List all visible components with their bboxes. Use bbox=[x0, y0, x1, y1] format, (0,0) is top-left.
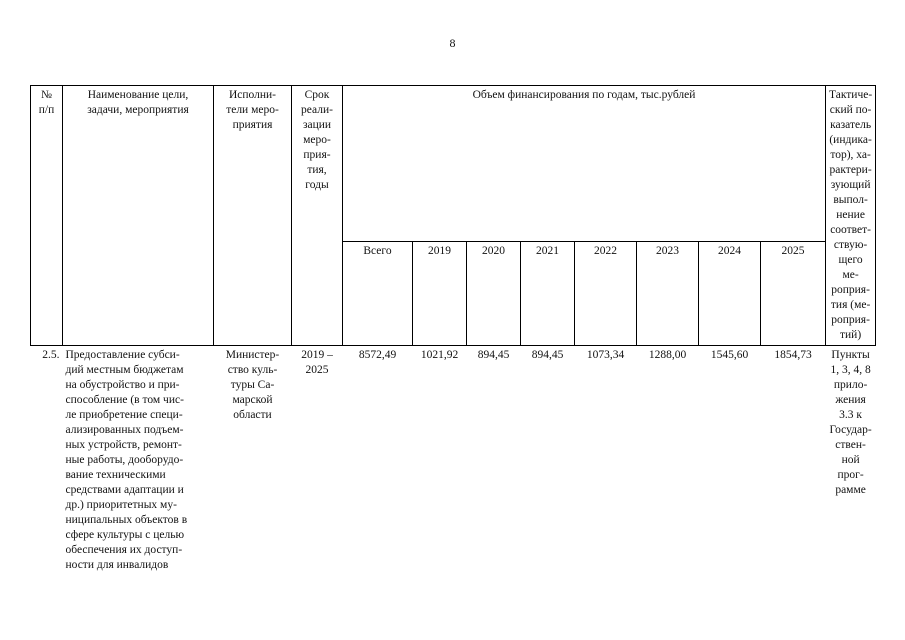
header-year-2019: 2019 bbox=[413, 242, 467, 346]
header-year-2022: 2022 bbox=[575, 242, 637, 346]
row-value-2019: 1021,92 bbox=[413, 346, 467, 576]
header-funding: Объем финансирования по годам, тыс.рублей bbox=[343, 86, 826, 242]
table-row bbox=[31, 346, 876, 576]
header-year-total: Всего bbox=[343, 242, 413, 346]
row-value-2021: 894,45 bbox=[521, 346, 575, 576]
header-row-top bbox=[31, 86, 876, 242]
row-term: 2019 – 2025 bbox=[292, 346, 343, 576]
header-term: Срок реали- зации меро- прия- тия, годы bbox=[292, 86, 343, 346]
row-value-2023: 1288,00 bbox=[637, 346, 699, 576]
header-year-2021: 2021 bbox=[521, 242, 575, 346]
row-value-2025: 1854,73 bbox=[761, 346, 826, 576]
row-num: 2.5. bbox=[31, 346, 63, 576]
header-year-2023: 2023 bbox=[637, 242, 699, 346]
header-num: № п/п bbox=[31, 86, 63, 346]
header-indicator: Тактиче- ский по- казатель (индика- тор), ха- рактери- зующий выпол- нение соответ- ствую- щего ме- роприя- тия (ме- роприя- тий) bbox=[826, 86, 876, 346]
row-value-2020: 894,45 bbox=[467, 346, 521, 576]
header-year-2020: 2020 bbox=[467, 242, 521, 346]
header-year-2025: 2025 bbox=[761, 242, 826, 346]
program-table bbox=[30, 85, 876, 575]
header-executors: Исполни- тели меро- приятия bbox=[214, 86, 292, 346]
row-value-total: 8572,49 bbox=[343, 346, 413, 576]
page-number: 8 bbox=[449, 36, 456, 50]
header-name: Наименование цели, задачи, мероприятия bbox=[63, 86, 214, 346]
row-executors: Министер- ство куль- туры Са- марской области bbox=[214, 346, 292, 576]
row-value-2024: 1545,60 bbox=[699, 346, 761, 576]
header-year-2024: 2024 bbox=[699, 242, 761, 346]
row-indicator: Пункты 1, 3, 4, 8 прило- жения 3.3 к Государ- ствен- ной прог- рамме bbox=[826, 346, 876, 576]
row-name: Предоставление субси- дий местным бюджетам на обустройство и при- способление (в том чис- ле приобретение специ- ализированных подъем- ных устройств, ремонт- ные работы, дооборудо- вание техническими средствами адаптации и др.) приоритетных му- ниципальных объектов в сфере культуры с целью обеспечения их доступ- ности для инвалидов bbox=[63, 346, 214, 576]
row-value-2022: 1073,34 bbox=[575, 346, 637, 576]
